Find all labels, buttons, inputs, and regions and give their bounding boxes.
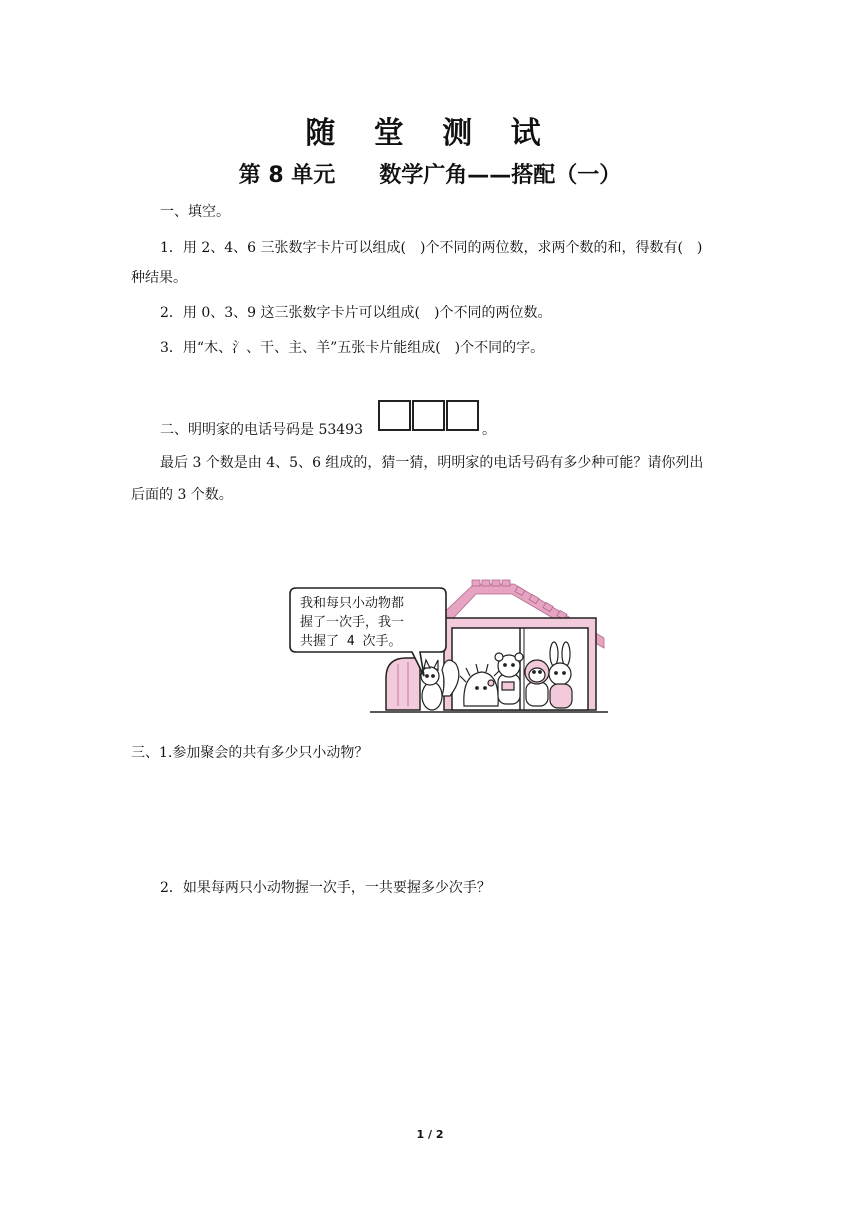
bear-icon [495, 653, 523, 704]
speech-bubble-text [300, 594, 446, 651]
unit-subtitle: 第 8 单元 数学广角——搭配（一） [238, 163, 622, 188]
section2-heading: 二、明明家的电话号码是 53493 [160, 422, 363, 438]
page-number: 1 / 2 [416, 1128, 444, 1141]
digit-box-2 [412, 400, 445, 431]
section2-period: 。 [482, 422, 496, 438]
party-illustration [286, 578, 612, 728]
digit-box-1 [378, 400, 411, 431]
question1-line2: 种结果。 [131, 270, 187, 286]
section1-heading: 一、填空。 [160, 204, 230, 220]
section3-question1: 三、1.参加聚会的共有多少只小动物？ [131, 745, 369, 761]
section2-line2: 后面的 3 个数。 [131, 487, 233, 503]
question2: 2．用 0、3、9 这三张数字卡片可以组成( )个不同的两位数。 [160, 305, 552, 321]
section3-question2: 2．如果每两只小动物握一次手，一共要握多少次手？ [160, 880, 491, 896]
question1-line1: 1．用 2、4、6 三张数字卡片可以组成( )个不同的两位数，求两个数的和，得数有( ) [160, 240, 703, 256]
speech-line-3: 共握了 4 次手。 [300, 634, 402, 649]
speech-line-2: 握了一次手，我一 [300, 615, 405, 630]
question3: 3．用“木、氵、干、主、羊”五张卡片能组成( )个不同的字。 [160, 340, 545, 356]
speech-line-1: 我和每只小动物都 [300, 596, 405, 611]
section2-line1: 最后 3 个数是由 4、5、6 组成的，猜一猜，明明家的电话号码有多少种可能？请你列出 [160, 455, 704, 471]
digit-box-3 [446, 400, 479, 431]
page-title: 随 堂 测 试 [305, 116, 555, 151]
